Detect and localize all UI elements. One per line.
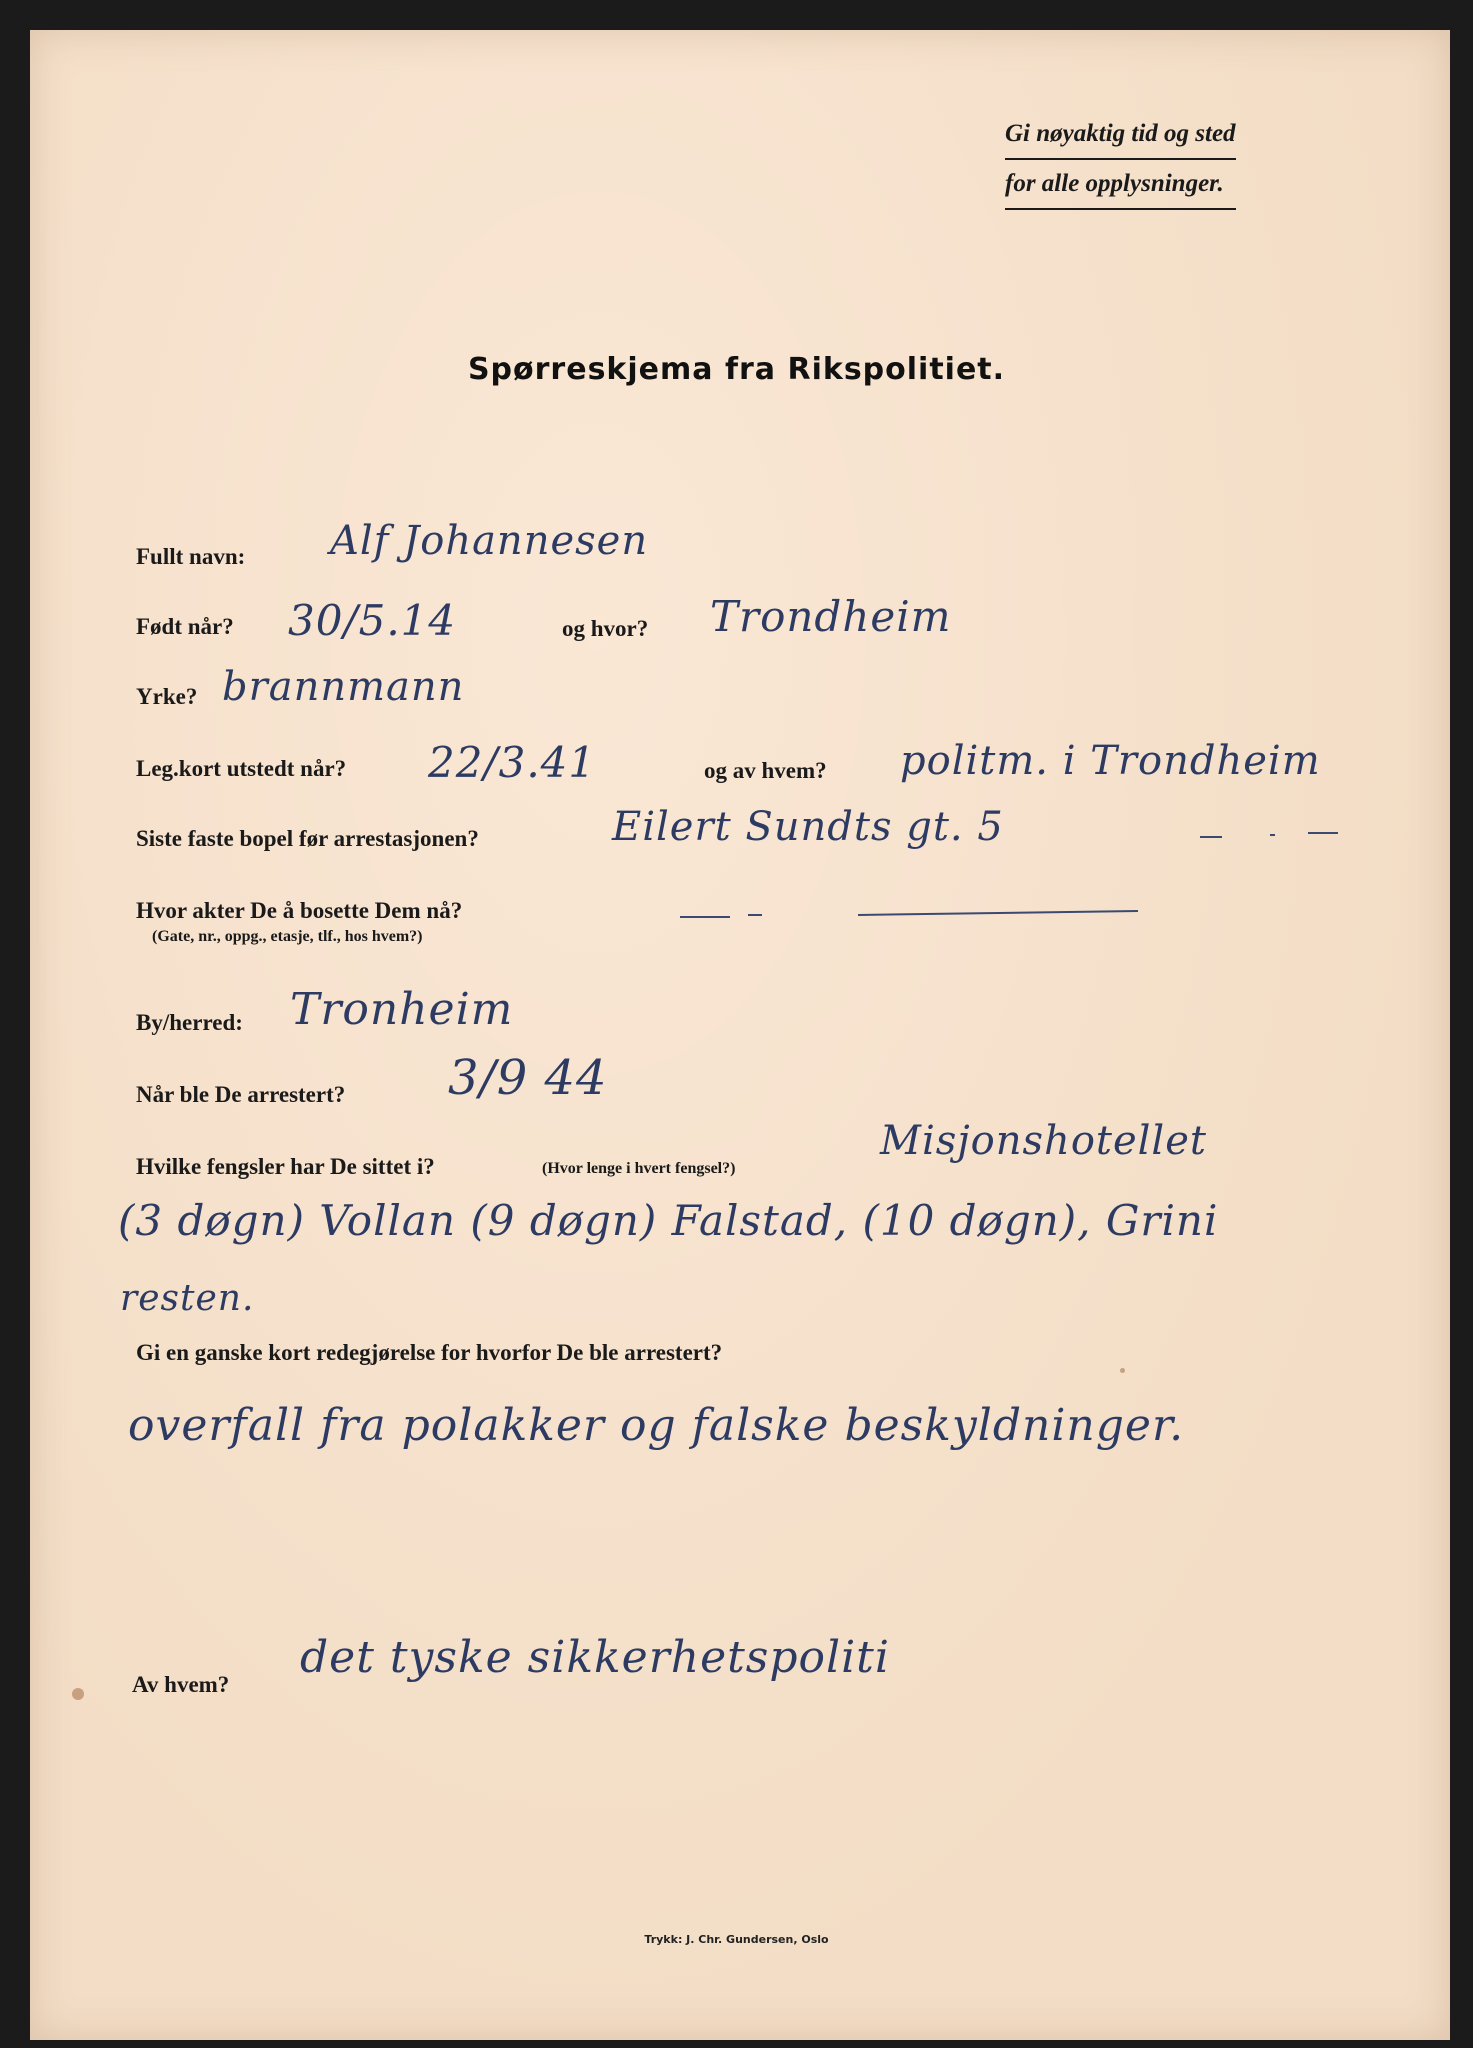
dash-mark	[1308, 832, 1338, 834]
by-whom-label: Av hvem?	[132, 1672, 230, 1697]
name-value[interactable]: Alf Johannesen	[330, 518, 649, 564]
born-where-label: og hvor?	[562, 616, 649, 641]
printer-credit: Trykk: J. Chr. Gundersen, Oslo	[644, 1933, 829, 1946]
prisons-sublabel: (Hvor lenge i hvert fengsel?)	[542, 1160, 736, 1177]
notice-line-1: Gi nøyaktig tid og sted	[1005, 110, 1236, 160]
stain	[1120, 1368, 1125, 1373]
settle-label: Hvor akter De å bosette Dem nå?	[136, 898, 463, 923]
settle-sublabel: (Gate, nr., oppg., etasje, tlf., hos hvem?)	[152, 928, 423, 945]
id-issuer-label: og av hvem?	[704, 758, 827, 783]
id-issued-label: Leg.kort utstedt når?	[136, 756, 347, 781]
prisons-value-line1[interactable]: Misjonshotellet	[880, 1118, 1207, 1164]
born-when-value[interactable]: 30/5.14	[288, 596, 457, 645]
form-title: Spørreskjema fra Rikspolitiet.	[467, 352, 1006, 387]
dash-mark	[1200, 836, 1222, 838]
dash-mark	[1270, 834, 1275, 836]
occupation-label: Yrke?	[136, 684, 198, 709]
reason-value[interactable]: overfall fra polakker og falske beskyldninger.	[128, 1400, 1185, 1451]
prisons-value-line2[interactable]: (3 døgn) Vollan (9 døgn) Falstad, (10 døgn), Grini	[118, 1196, 1219, 1245]
municipality-label: By/herred:	[136, 1010, 243, 1035]
arrested-when-label: Når ble De arrestert?	[136, 1082, 346, 1107]
last-address-label: Siste faste bopel før arrestasjonen?	[136, 826, 479, 851]
arrested-when-value[interactable]: 3/9 44	[448, 1050, 608, 1106]
notice-line-2: for alle opplysninger.	[1005, 160, 1236, 210]
id-issuer-value[interactable]: politm. i Trondheim	[900, 738, 1321, 784]
stain	[72, 1688, 84, 1700]
by-whom-value[interactable]: det tyske sikkerhetspoliti	[300, 1632, 890, 1683]
municipality-value[interactable]: Tronheim	[290, 984, 514, 1035]
occupation-value[interactable]: brannmann	[222, 664, 465, 710]
dash-mark	[748, 914, 762, 916]
born-when-label: Født når?	[136, 614, 234, 639]
instruction-notice	[1005, 110, 1236, 210]
id-issued-value[interactable]: 22/3.41	[428, 738, 597, 787]
born-where-value[interactable]: Trondheim	[710, 592, 952, 641]
prisons-value-line3[interactable]: resten.	[120, 1278, 255, 1319]
prisons-label: Hvilke fengsler har De sittet i?	[136, 1154, 435, 1179]
reason-label: Gi en ganske kort redegjørelse for hvorfor De ble arrestert?	[136, 1340, 723, 1365]
name-label: Fullt navn:	[136, 544, 246, 569]
dash-mark	[680, 916, 730, 918]
last-address-value[interactable]: Eilert Sundts gt. 5	[612, 804, 1004, 850]
form-sheet	[30, 30, 1450, 2040]
